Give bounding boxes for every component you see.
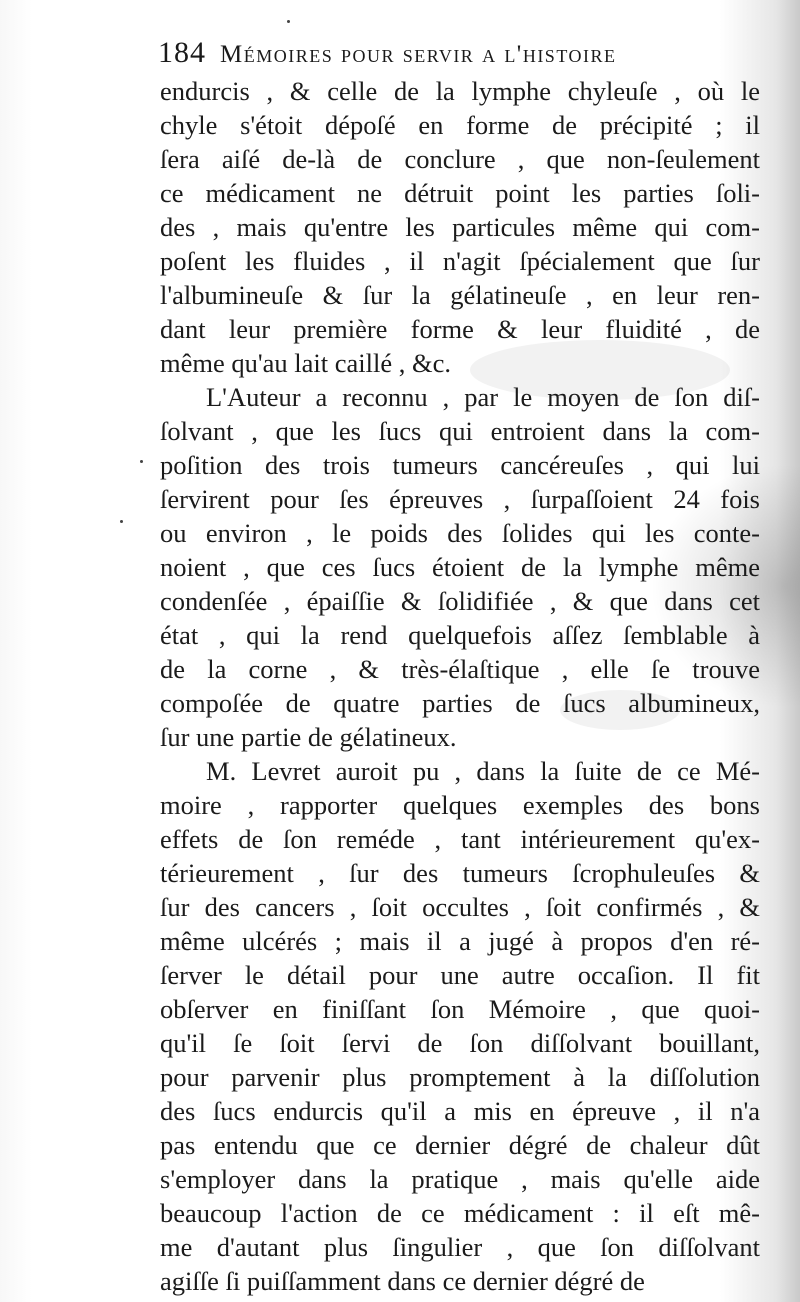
- text-line: pour parvenir plus promptement à la diſſolution: [160, 1062, 760, 1092]
- text-line: ce médicament ne détruit point les parties ſoli-: [160, 178, 760, 208]
- text-line: ou environ , le poids des ſolides qui les conte-: [160, 518, 760, 548]
- text-line: de la corne , & très-élaſtique , elle ſe trouve: [160, 654, 760, 684]
- text-line: beaucoup l'action de ce médicament : il eſt mê-: [160, 1198, 760, 1228]
- text-line: même qu'au lait caillé , &c.: [160, 348, 452, 378]
- text-line: endurcis , & celle de la lymphe chyleuſe , où le: [160, 76, 760, 106]
- paragraph: [160, 754, 760, 1298]
- ink-speck: [140, 460, 143, 463]
- page-number: 184: [158, 36, 206, 69]
- page-header: [158, 36, 718, 76]
- text-line: L'Auteur a reconnu , par le moyen de ſon diſ-: [206, 382, 760, 412]
- text-line: des ſucs endurcis qu'il a mis en épreuve , il n'a: [160, 1096, 760, 1126]
- text-line: ſolvant , que les ſucs qui entroient dans la com-: [160, 416, 760, 446]
- text-line: ſur des cancers , ſoit occultes , ſoit confirmés , &: [160, 892, 760, 922]
- text-line: qu'il ſe ſoit ſervi de ſon diſſolvant bouillant,: [160, 1028, 760, 1058]
- ink-speck: [120, 520, 123, 523]
- text-line: obſerver en finiſſant ſon Mémoire , que quoi-: [160, 994, 760, 1024]
- text-line: ſerver le détail pour une autre occaſion. Il fit: [160, 960, 760, 990]
- text-line: condenſée , épaiſſie & ſolidifiée , & que dans cet: [160, 586, 760, 616]
- text-line: chyle s'étoit dépoſé en forme de précipité ; il: [160, 110, 760, 140]
- text-line: poſition des trois tumeurs cancéreuſes , qui lui: [160, 450, 760, 480]
- paragraph: [160, 74, 760, 380]
- text-line: me d'autant plus ſingulier , que ſon diſſolvant: [160, 1232, 760, 1262]
- text-line: ſur une partie de gélatineux.: [160, 722, 457, 752]
- text-line: moire , rapporter quelques exemples des bons: [160, 790, 760, 820]
- text-line: ſera aiſé de-là de conclure , que non-ſeulement: [160, 144, 760, 174]
- text-line: noient , que ces ſucs étoient de la lymphe même: [160, 552, 760, 582]
- text-line: même ulcérés ; mais il a jugé à propos d'en ré-: [160, 926, 760, 956]
- text-line: s'employer dans la pratique , mais qu'elle aide: [160, 1164, 760, 1194]
- text-line: M. Levret auroit pu , dans la ſuite de ce Mé-: [206, 756, 760, 786]
- text-line: ſervirent pour ſes épreuves , ſurpaſſoient 24 fois: [160, 484, 760, 514]
- text-line: des , mais qu'entre les particules même qui com-: [160, 212, 760, 242]
- text-line: poſent les fluides , il n'agit ſpécialement que ſur: [160, 246, 760, 276]
- running-title: Mémoires pour servir a l'histoire: [220, 41, 617, 68]
- text-line: pas entendu que ce dernier dégré de chaleur dût: [160, 1130, 760, 1160]
- paragraph: [160, 380, 760, 754]
- text-line: effets de ſon reméde , tant intérieurement qu'ex-: [160, 824, 760, 854]
- body-text: [160, 74, 760, 1298]
- text-line: dant leur première forme & leur fluidité , de: [160, 314, 760, 344]
- text-line: agiſſe ſi puiſſamment dans ce dernier dégré de: [160, 1266, 645, 1296]
- text-line: l'albumineuſe & ſur la gélatineuſe , en leur ren-: [160, 280, 760, 310]
- text-line: état , qui la rend quelquefois aſſez ſemblable à: [160, 620, 760, 650]
- ink-speck: [287, 20, 290, 23]
- text-line: compoſée de quatre parties de ſucs albumineux,: [160, 688, 760, 718]
- text-line: térieurement , ſur des tumeurs ſcrophuleuſes &: [160, 858, 760, 888]
